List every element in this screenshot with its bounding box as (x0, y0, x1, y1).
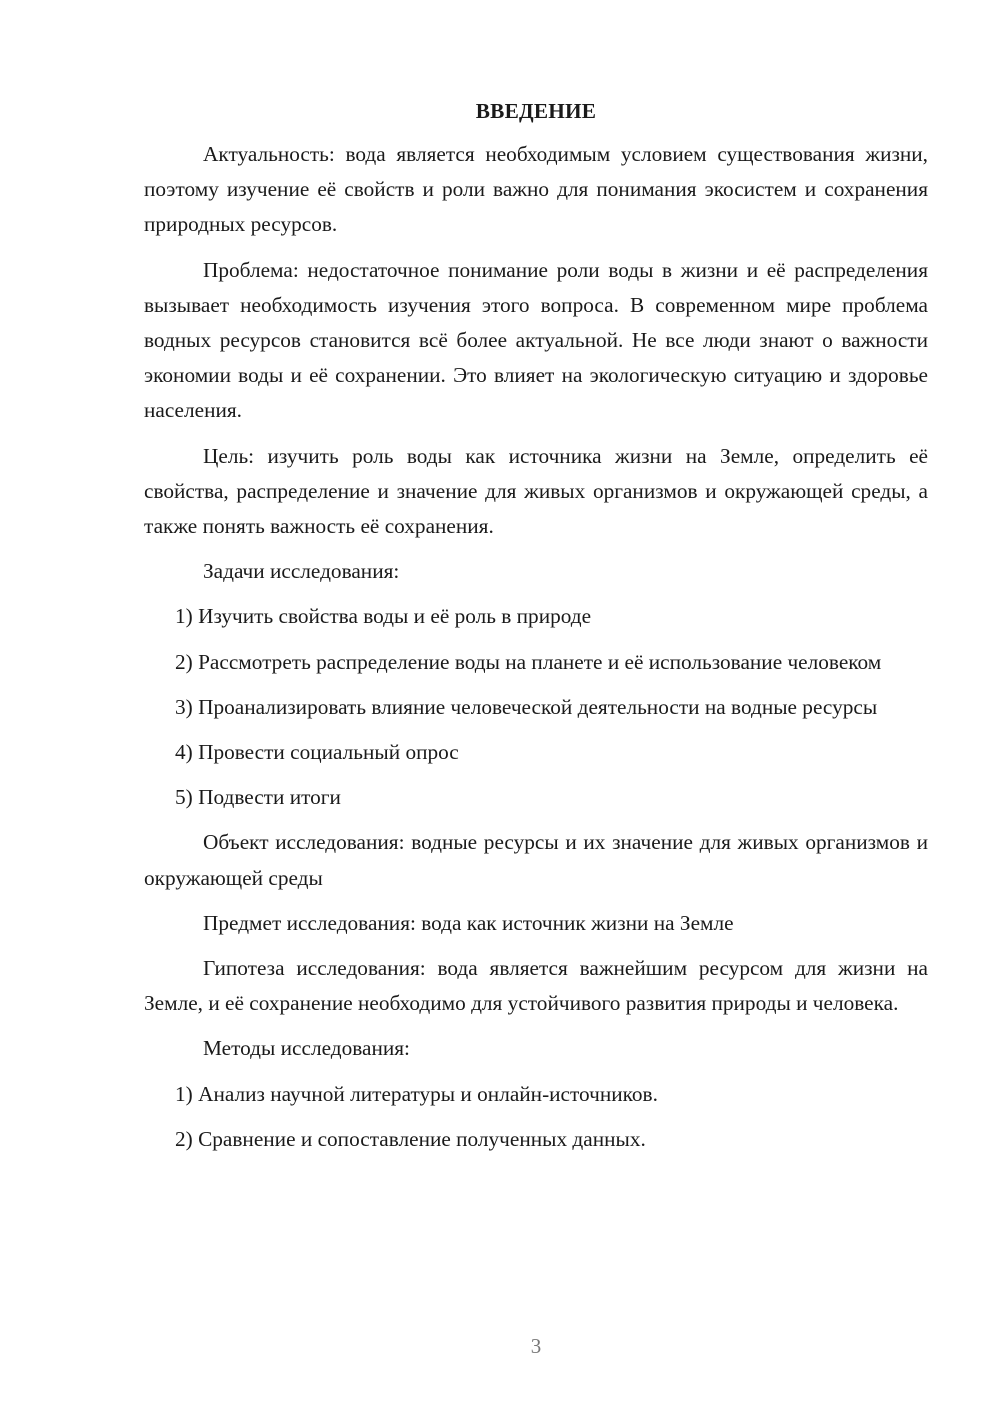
task-item-5: 5) Подвести итоги (175, 785, 341, 810)
section-heading: ВВЕДЕНИЕ (475, 99, 597, 123)
hypothesis-paragraph: Гипотеза исследования: вода является важнейшим ресурсом для жизни на Земле, и её сохранение необходимо для устойчивого развития природы и человека. (144, 956, 928, 1016)
task-item-1: 1) Изучить свойства воды и её роль в природе (175, 604, 592, 629)
page-content (144, 96, 928, 1167)
method-item-2: 2) Сравнение и сопоставление полученных данных. (175, 1126, 646, 1151)
tasks-heading: Задачи исследования: (203, 559, 400, 584)
task-item-2: 2) Рассмотреть распределение воды на планете и её использование человеком (175, 649, 882, 674)
goal-paragraph: Цель: изучить роль воды как источника жизни на Земле, определить её свойства, распределение и значение для живых организмов и окружающей среды, а также понять важность её сохранения. (144, 443, 928, 539)
problem-paragraph: Проблема: недостаточное понимание роли воды в жизни и её распределения вызывает необходимость изучения этого вопроса. В современном мире проблема водных ресурсов становится всё более актуальной. Не все люди знают о важности экономии воды и её сохранении. Это влияет на экологическую ситуацию и здоровье населения. (144, 257, 928, 423)
methods-heading: Методы исследования: (203, 1036, 410, 1061)
subject-paragraph: Предмет исследования: вода как источник жизни на Земле (203, 910, 734, 935)
object-paragraph: Объект исследования: водные ресурсы и их значение для живых организмов и окружающей среды (144, 830, 928, 890)
relevance-paragraph: Актуальность: вода является необходимым условием существования жизни, поэтому изучение её свойств и роли важно для понимания экосистем и сохранения природных ресурсов. (144, 142, 928, 237)
method-item-1: 1) Анализ научной литературы и онлайн-источников. (175, 1081, 658, 1106)
task-item-3: 3) Проанализировать влияние человеческой деятельности на водные ресурсы (175, 694, 878, 719)
task-item-4: 4) Провести социальный опрос (175, 740, 459, 765)
page-number: 3 (530, 1334, 542, 1358)
